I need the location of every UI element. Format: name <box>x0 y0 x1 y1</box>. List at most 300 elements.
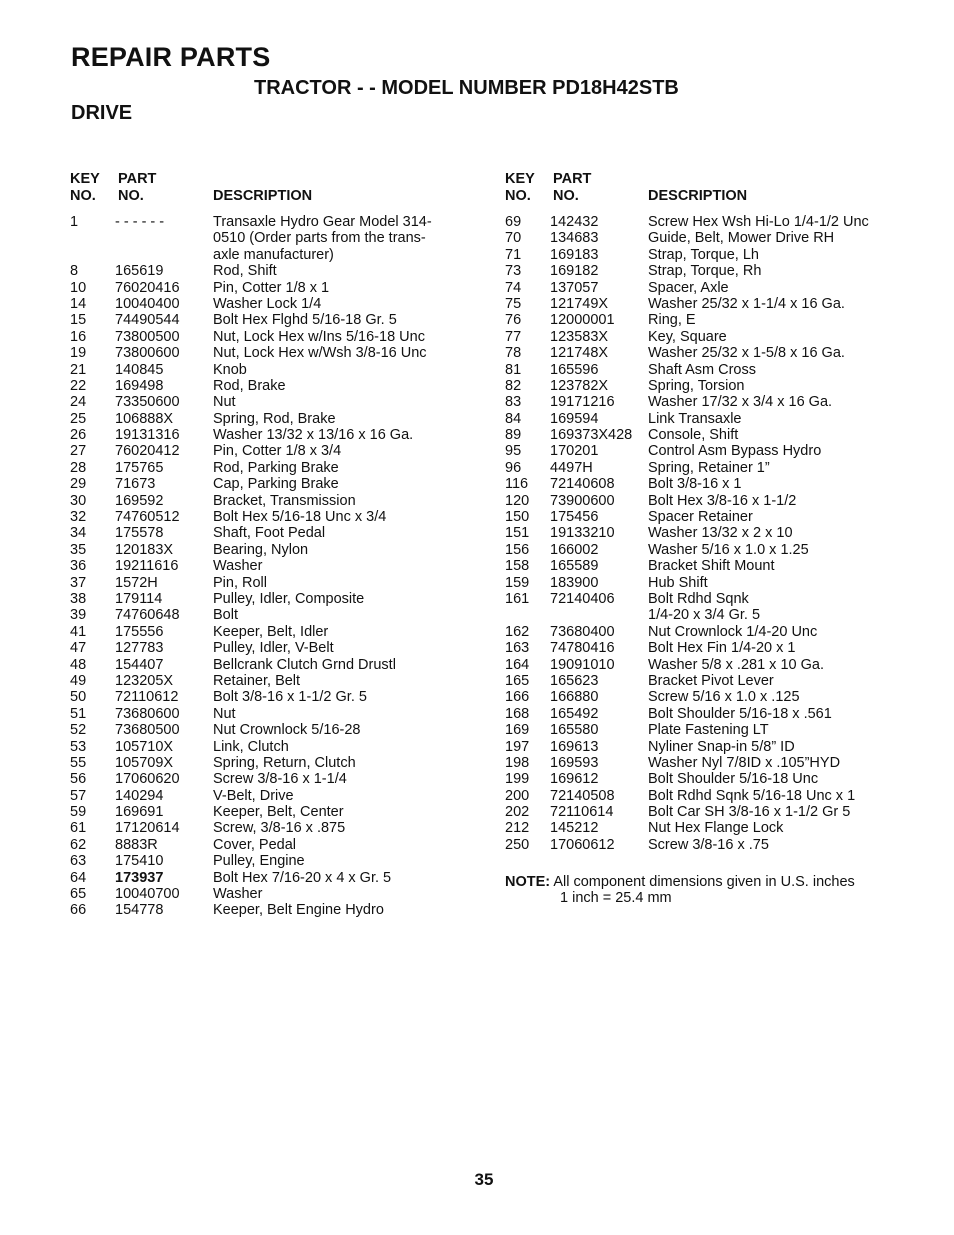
table-row <box>70 280 490 296</box>
key-number: 212 <box>505 820 530 837</box>
table-row <box>70 591 490 607</box>
table-row <box>70 460 490 476</box>
table-row <box>70 673 490 689</box>
part-number: 12000001 <box>550 312 615 329</box>
part-number: 175456 <box>550 509 599 526</box>
part-number: 175410 <box>115 853 164 870</box>
parts-table-right <box>505 171 945 853</box>
part-number: 19171216 <box>550 394 615 411</box>
part-number: 183900 <box>550 574 599 591</box>
key-number: 200 <box>505 787 530 804</box>
key-number: 84 <box>505 410 522 427</box>
table-row <box>70 689 490 705</box>
part-description: Transaxle Hydro Gear Model 314- <box>213 214 432 230</box>
part-number: 175556 <box>115 623 164 640</box>
table-row <box>505 476 945 492</box>
part-description: Keeper, Belt Engine Hydro <box>213 902 384 919</box>
table-header <box>505 171 945 207</box>
part-number: 73680500 <box>115 722 180 739</box>
part-description: Nut Hex Flange Lock <box>648 820 784 837</box>
key-number: 65 <box>70 886 87 903</box>
part-number: 4497H <box>550 459 593 476</box>
table-row <box>505 804 945 820</box>
part-description: Rod, Shift <box>213 263 277 280</box>
table-row-continuation <box>70 230 490 246</box>
table-row <box>70 722 490 738</box>
part-description: Strap, Torque, Rh <box>648 263 762 280</box>
part-header-line2: NO. <box>553 188 579 204</box>
table-row <box>505 739 945 755</box>
part-number: 74490544 <box>115 312 180 329</box>
part-number: 170201 <box>550 443 599 460</box>
part-number: 105710X <box>115 738 174 755</box>
key-number: 36 <box>70 558 87 575</box>
part-description: Bolt Hex 7/16-20 x 4 x Gr. 5 <box>213 869 392 886</box>
part-number: 169592 <box>115 492 164 509</box>
key-number: 162 <box>505 623 530 640</box>
part-number: 121749X <box>550 295 609 312</box>
key-number: 83 <box>505 394 522 411</box>
part-number: 72140508 <box>550 787 615 804</box>
section-heading: DRIVE <box>71 102 133 124</box>
part-description: Nut <box>213 394 236 411</box>
part-number: 74780416 <box>550 640 615 657</box>
part-description: Shaft, Foot Pedal <box>213 525 326 542</box>
part-number: 19091010 <box>550 656 615 673</box>
part-number: 179114 <box>115 590 163 607</box>
key-number: 116 <box>505 476 529 493</box>
part-description: Nut, Lock Hex w/Wsh 3/8-16 Unc <box>213 345 427 362</box>
table-row <box>505 558 945 574</box>
part-description: Bearing, Nylon <box>213 541 309 558</box>
part-description: Screw Hex Wsh Hi-Lo 1/4-1/2 Unc <box>648 214 869 230</box>
key-number: 53 <box>70 738 87 755</box>
part-description: Cover, Pedal <box>213 836 297 853</box>
key-number: 198 <box>505 754 530 771</box>
table-row <box>70 312 490 328</box>
key-number: 24 <box>70 394 87 411</box>
table-row <box>505 837 945 853</box>
part-number: 72140608 <box>550 476 615 493</box>
part-number: 72110614 <box>550 804 614 821</box>
key-number: 26 <box>70 427 87 444</box>
key-number: 15 <box>70 312 87 329</box>
key-number: 164 <box>505 656 530 673</box>
key-number: 19 <box>70 345 87 362</box>
part-number: 175765 <box>115 459 164 476</box>
key-number: 41 <box>70 623 87 640</box>
part-number: 166880 <box>550 689 599 706</box>
key-number: 69 <box>505 214 522 230</box>
part-description: Pin, Cotter 1/8 x 1 <box>213 279 330 296</box>
part-description: Washer 13/32 x 2 x 10 <box>648 525 793 542</box>
part-number: 169613 <box>550 738 599 755</box>
part-description: Pulley, Idler, Composite <box>213 590 365 607</box>
part-number: 169612 <box>550 771 599 788</box>
part-header-line2: NO. <box>118 188 144 204</box>
part-number: 165596 <box>550 361 599 378</box>
table-row <box>70 214 490 230</box>
key-number: 74 <box>505 279 522 296</box>
part-description: Link Transaxle <box>648 410 742 427</box>
key-number: 165 <box>505 672 530 689</box>
key-number: 82 <box>505 377 522 394</box>
part-description: Spring, Torsion <box>648 377 745 394</box>
key-number: 56 <box>70 771 87 788</box>
part-description: Nyliner Snap-in 5/8” ID <box>648 738 795 755</box>
part-description: Bolt Rdhd Sqnk <box>648 590 749 607</box>
part-description: Bracket, Transmission <box>213 492 356 509</box>
part-description-continued: 1/4-20 x 3/4 Gr. 5 <box>648 607 761 624</box>
key-header-line1: KEY <box>505 171 535 187</box>
table-row-continuation <box>505 607 945 623</box>
part-number: 165623 <box>550 672 599 689</box>
page-title: REPAIR PARTS <box>71 42 271 72</box>
key-number: 30 <box>70 492 87 509</box>
part-description: Pulley, Idler, V-Belt <box>213 640 334 657</box>
part-description: Washer <box>213 558 263 575</box>
table-row <box>70 902 490 918</box>
table-row <box>505 706 945 722</box>
part-description: Key, Square <box>648 328 727 345</box>
part-description: Guide, Belt, Mower Drive RH <box>648 230 835 247</box>
table-row <box>70 624 490 640</box>
key-number: 14 <box>70 295 87 312</box>
part-description: Spacer, Axle <box>648 279 729 296</box>
part-number: 74760512 <box>115 509 180 526</box>
part-number: 169183 <box>550 246 599 263</box>
table-row <box>70 870 490 886</box>
table-row <box>70 804 490 820</box>
table-row <box>70 739 490 755</box>
table-row <box>70 788 490 804</box>
key-number: 77 <box>505 328 522 345</box>
key-number: 21 <box>70 361 87 378</box>
table-row <box>505 443 945 459</box>
part-description: V-Belt, Drive <box>213 787 294 804</box>
part-number: 106888X <box>115 410 174 427</box>
key-number: 64 <box>70 869 87 886</box>
part-number: - - - - - - <box>115 214 165 230</box>
key-number: 25 <box>70 410 87 427</box>
key-number: 32 <box>70 509 87 526</box>
part-number: 17060620 <box>115 771 180 788</box>
part-number: 19211616 <box>115 558 179 575</box>
part-number: 140845 <box>115 361 164 378</box>
key-number: 89 <box>505 427 522 444</box>
part-description-continued: 0510 (Order parts from the trans- <box>213 230 426 247</box>
table-row <box>70 362 490 378</box>
dimension-note <box>505 874 855 907</box>
note-label: NOTE: <box>505 874 551 890</box>
table-row <box>70 558 490 574</box>
key-number: 34 <box>70 525 87 542</box>
part-description: Knob <box>213 361 247 378</box>
table-row <box>505 525 945 541</box>
part-description: Screw 3/8-16 x .75 <box>648 836 769 853</box>
table-row <box>505 575 945 591</box>
table-row <box>70 509 490 525</box>
key-number: 66 <box>70 902 87 919</box>
table-row <box>70 493 490 509</box>
table-row <box>70 427 490 443</box>
part-description: Bolt Car SH 3/8-16 x 1-1/2 Gr 5 <box>648 804 851 821</box>
part-number: 169182 <box>550 263 599 280</box>
table-row <box>505 214 945 230</box>
key-number: 35 <box>70 541 87 558</box>
key-number: 120 <box>505 492 530 509</box>
part-number: 121748X <box>550 345 609 362</box>
part-number: 154778 <box>115 902 164 919</box>
part-description: Washer 25/32 x 1-1/4 x 16 Ga. <box>648 295 845 312</box>
part-description: Nut Crownlock 1/4-20 Unc <box>648 623 818 640</box>
key-number: 169 <box>505 722 530 739</box>
table-row <box>70 525 490 541</box>
part-number: 72140406 <box>550 590 615 607</box>
key-number: 55 <box>70 754 87 771</box>
part-number: 169498 <box>115 377 164 394</box>
part-description: Washer <box>213 886 263 903</box>
key-number: 61 <box>70 820 87 837</box>
table-row <box>70 411 490 427</box>
part-description-continued: axle manufacturer) <box>213 246 334 263</box>
key-number: 10 <box>70 279 87 296</box>
part-description: Spring, Return, Clutch <box>213 754 356 771</box>
key-number: 49 <box>70 672 87 689</box>
part-number: 165580 <box>550 722 599 739</box>
key-number: 150 <box>505 509 530 526</box>
part-number: 169691 <box>115 804 164 821</box>
table-row <box>505 624 945 640</box>
part-number: 71673 <box>115 476 156 493</box>
table-row <box>70 657 490 673</box>
table-row <box>505 722 945 738</box>
part-description: Screw 3/8-16 x 1-1/4 <box>213 771 347 788</box>
key-number: 202 <box>505 804 530 821</box>
part-description: Pulley, Engine <box>213 853 305 870</box>
table-row <box>505 788 945 804</box>
table-row <box>505 820 945 836</box>
key-number: 158 <box>505 558 530 575</box>
key-number: 28 <box>70 459 87 476</box>
key-number: 151 <box>505 525 530 542</box>
table-row <box>505 312 945 328</box>
key-header-line2: NO. <box>70 188 96 204</box>
table-header <box>70 171 490 207</box>
part-description: Nut Crownlock 5/16-28 <box>213 722 361 739</box>
part-description: Bracket Shift Mount <box>648 558 775 575</box>
key-number: 95 <box>505 443 522 460</box>
part-description: Keeper, Belt, Center <box>213 804 344 821</box>
table-row <box>70 853 490 869</box>
table-row <box>505 591 945 607</box>
part-number: 173937 <box>115 869 164 886</box>
table-row <box>505 640 945 656</box>
part-description: Screw 5/16 x 1.0 x .125 <box>648 689 800 706</box>
key-number: 199 <box>505 771 530 788</box>
part-number: 140294 <box>115 787 164 804</box>
description-header: DESCRIPTION <box>213 188 313 204</box>
key-number: 47 <box>70 640 87 657</box>
table-row <box>505 755 945 771</box>
part-description: Bolt Shoulder 5/16-18 Unc <box>648 771 819 788</box>
table-row <box>70 443 490 459</box>
key-number: 63 <box>70 853 87 870</box>
key-header-line2: NO. <box>505 188 531 204</box>
key-number: 16 <box>70 328 87 345</box>
key-header-line1: KEY <box>70 171 100 187</box>
part-number: 165619 <box>115 263 164 280</box>
table-row <box>70 755 490 771</box>
part-description: Bolt <box>213 607 238 624</box>
key-number: 37 <box>70 574 87 591</box>
table-row <box>505 296 945 312</box>
part-description: Bolt Hex Flghd 5/16-18 Gr. 5 <box>213 312 397 329</box>
table-row <box>505 771 945 787</box>
part-number: 105709X <box>115 754 174 771</box>
part-description: Screw, 3/8-16 x .875 <box>213 820 346 837</box>
part-header-line1: PART <box>118 171 157 187</box>
part-number: 10040700 <box>115 886 180 903</box>
part-description: Washer Lock 1/4 <box>213 295 322 312</box>
key-number: 22 <box>70 377 87 394</box>
table-row <box>70 394 490 410</box>
part-description: Washer 5/8 x .281 x 10 Ga. <box>648 656 824 673</box>
table-row <box>505 230 945 246</box>
table-row <box>70 640 490 656</box>
table-row <box>505 247 945 263</box>
part-description: Nut <box>213 705 236 722</box>
key-number: 52 <box>70 722 87 739</box>
part-description: Hub Shift <box>648 574 708 591</box>
key-number: 51 <box>70 705 87 722</box>
key-number: 161 <box>505 590 530 607</box>
part-number: 154407 <box>115 656 164 673</box>
table-row <box>70 378 490 394</box>
table-row <box>505 689 945 705</box>
table-row-continuation <box>70 247 490 263</box>
note-line1: All component dimensions given in U.S. inches <box>553 874 855 890</box>
part-description: Bolt Shoulder 5/16-18 x .561 <box>648 705 832 722</box>
part-number: 10040400 <box>115 295 180 312</box>
part-description: Rod, Brake <box>213 377 286 394</box>
table-row <box>505 378 945 394</box>
part-number: 19133210 <box>550 525 615 542</box>
part-number: 165589 <box>550 558 599 575</box>
part-number: 73800600 <box>115 345 180 362</box>
key-number: 78 <box>505 345 522 362</box>
part-description: Bracket Pivot Lever <box>648 672 774 689</box>
part-number: 1572H <box>115 574 158 591</box>
part-description: Bolt Rdhd Sqnk 5/16-18 Unc x 1 <box>648 787 856 804</box>
table-row <box>505 657 945 673</box>
part-number: 123782X <box>550 377 609 394</box>
part-description: Pin, Roll <box>213 574 267 591</box>
part-number: 73800500 <box>115 328 180 345</box>
key-number: 62 <box>70 836 87 853</box>
table-row <box>70 837 490 853</box>
table-row <box>505 427 945 443</box>
part-number: 165492 <box>550 705 599 722</box>
key-number: 70 <box>505 230 522 247</box>
part-number: 127783 <box>115 640 164 657</box>
key-number: 50 <box>70 689 87 706</box>
table-row <box>70 607 490 623</box>
part-number: 142432 <box>550 214 599 230</box>
table-row <box>70 820 490 836</box>
part-number: 166002 <box>550 541 599 558</box>
model-subtitle: TRACTOR - - MODEL NUMBER PD18H42STB <box>254 77 679 99</box>
table-row <box>505 345 945 361</box>
part-number: 123205X <box>115 672 174 689</box>
part-description: Washer 17/32 x 3/4 x 16 Ga. <box>648 394 833 411</box>
key-number: 96 <box>505 459 522 476</box>
key-number: 27 <box>70 443 87 460</box>
table-row <box>70 706 490 722</box>
part-header-line1: PART <box>553 171 592 187</box>
part-description: Retainer, Belt <box>213 672 301 689</box>
part-description: Link, Clutch <box>213 738 289 755</box>
part-number: 76020412 <box>115 443 180 460</box>
part-number: 74760648 <box>115 607 180 624</box>
part-number: 19131316 <box>115 427 180 444</box>
table-row <box>505 394 945 410</box>
part-description: Console, Shift <box>648 427 739 444</box>
table-row <box>70 329 490 345</box>
part-number: 137057 <box>550 279 599 296</box>
part-description: Pin, Cotter 1/8 x 3/4 <box>213 443 342 460</box>
table-row <box>70 476 490 492</box>
note-line2: 1 inch = 25.4 mm <box>560 890 672 907</box>
part-description: Bolt Hex 3/8-16 x 1-1/2 <box>648 492 797 509</box>
page-number: 35 <box>474 1170 494 1189</box>
part-description: Washer Nyl 7/8ID x .105”HYD <box>648 754 841 771</box>
table-row <box>70 542 490 558</box>
table-row <box>70 296 490 312</box>
key-number: 59 <box>70 804 87 821</box>
key-number: 57 <box>70 787 87 804</box>
table-row <box>505 263 945 279</box>
key-number: 81 <box>505 361 522 378</box>
key-number: 73 <box>505 263 522 280</box>
table-row <box>70 771 490 787</box>
part-number: 73680400 <box>550 623 615 640</box>
key-number: 8 <box>70 263 79 280</box>
part-number: 73900600 <box>550 492 615 509</box>
part-number: 123583X <box>550 328 609 345</box>
part-description: Washer 13/32 x 13/16 x 16 Ga. <box>213 427 414 444</box>
table-row <box>505 493 945 509</box>
part-description: Control Asm Bypass Hydro <box>648 443 822 460</box>
table-row <box>505 362 945 378</box>
part-description: Washer 5/16 x 1.0 x 1.25 <box>648 541 809 558</box>
key-number: 76 <box>505 312 522 329</box>
key-number: 163 <box>505 640 530 657</box>
key-number: 250 <box>505 836 530 853</box>
key-number: 29 <box>70 476 87 493</box>
part-number: 169594 <box>550 410 599 427</box>
part-description: Bolt Hex 5/16-18 Unc x 3/4 <box>213 509 387 526</box>
key-number: 48 <box>70 656 87 673</box>
part-number: 72110612 <box>115 689 179 706</box>
part-description: Ring, E <box>648 312 696 329</box>
key-number: 75 <box>505 295 522 312</box>
part-description: Rod, Parking Brake <box>213 459 339 476</box>
table-row <box>70 575 490 591</box>
key-number: 159 <box>505 574 530 591</box>
part-number: 169373X428 <box>550 427 633 444</box>
part-number: 76020416 <box>115 279 180 296</box>
